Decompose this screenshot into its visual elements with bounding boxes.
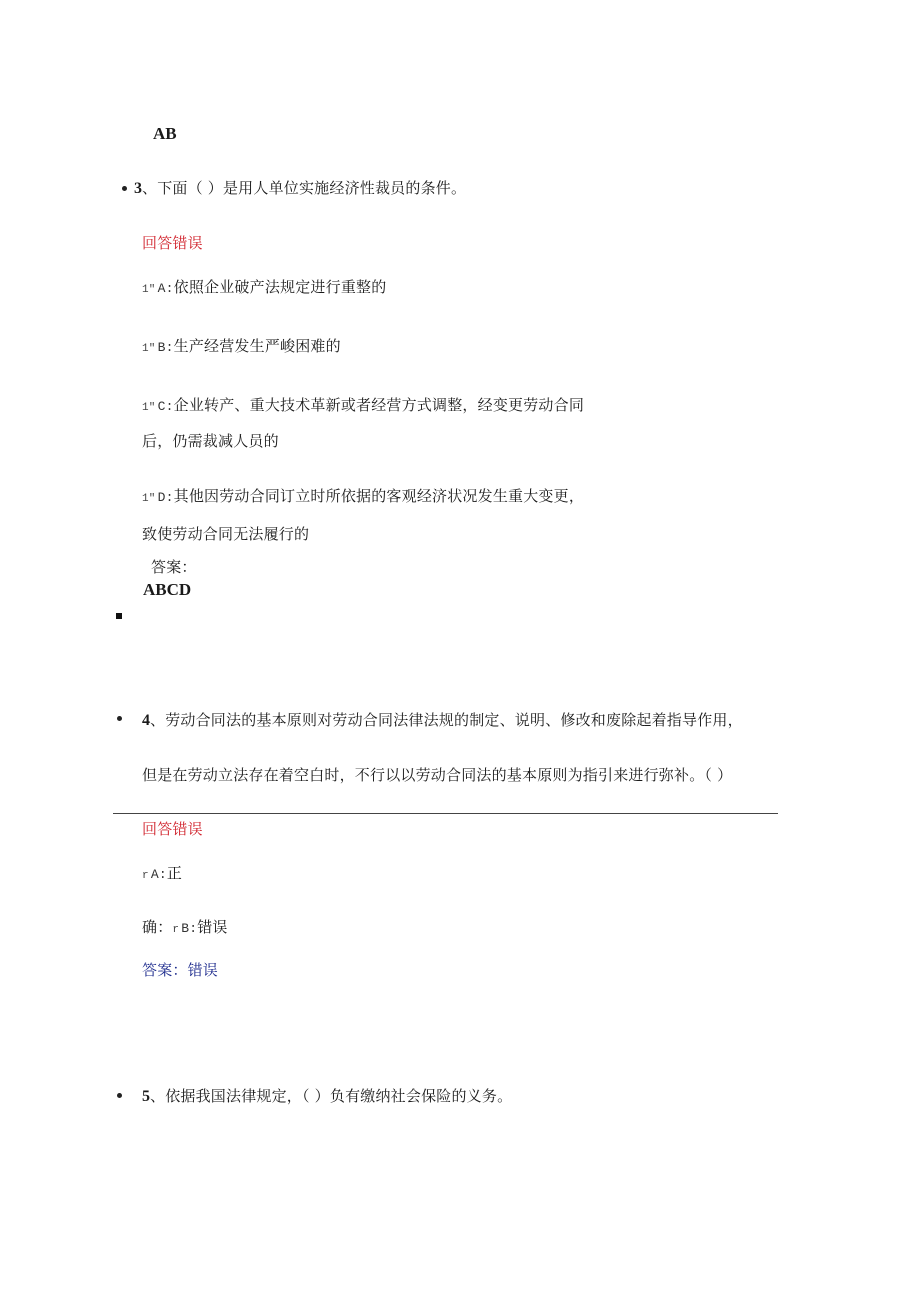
q5-bullet xyxy=(117,1093,122,1098)
q3-bullet xyxy=(122,186,127,191)
q3-number: 3 xyxy=(134,180,142,197)
q4-question-line1: 劳动合同法的基本原则对劳动合同法律法规的制定、说明、修改和废除起着指导作用， xyxy=(165,711,743,729)
option-text: 依照企业破产法规定进行重整的 xyxy=(173,278,387,296)
q4-question-line2: 但是在劳动立法存在着空白时，不行以以劳动合同法的基本原则为指引来进行弥补。（ ） xyxy=(142,766,733,784)
option-letter: D: xyxy=(157,490,174,505)
option-prefix: 确： xyxy=(142,918,173,936)
option-text: 正 xyxy=(166,864,183,882)
option-text: 生产经营发生严峻困难的 xyxy=(173,337,341,355)
q3-option-b[interactable] xyxy=(142,335,341,356)
q4-status: 回答错误 xyxy=(142,820,203,838)
radio-icon[interactable]: r xyxy=(172,924,180,936)
q4-bullet xyxy=(117,716,122,721)
option-letter: B: xyxy=(157,340,174,355)
option-letter: B: xyxy=(181,921,198,936)
q3-option-d[interactable] xyxy=(142,485,584,506)
q3-question-text: 下面（ ）是用人单位实施经济性裁员的条件。 xyxy=(157,179,467,197)
square-bullet-icon xyxy=(116,613,122,619)
q3-answer-label: 答案： xyxy=(151,558,197,576)
q4-separator: 、 xyxy=(150,711,166,729)
q5-separator: 、 xyxy=(150,1087,166,1105)
option-letter: A: xyxy=(157,281,174,296)
option-letter: A: xyxy=(150,867,167,882)
q4-number: 4 xyxy=(142,712,150,729)
q5-question xyxy=(142,1085,512,1106)
q2-answer-value: AB xyxy=(153,124,177,143)
option-text: 其他因劳动合同订立时所依据的客观经济状况发生重大变更， xyxy=(173,487,585,505)
radio-icon[interactable]: 1" xyxy=(142,402,156,414)
q3-option-a[interactable] xyxy=(142,276,386,297)
q3-status: 回答错误 xyxy=(142,234,203,252)
q4-option-a[interactable] xyxy=(142,862,182,883)
q3-answer-value: ABCD xyxy=(143,580,192,599)
q3-option-c[interactable] xyxy=(142,394,584,415)
q3-option-c-continued: 后，仍需裁减人员的 xyxy=(142,432,279,450)
q3-question xyxy=(134,177,466,198)
option-letter: C: xyxy=(157,399,174,414)
option-text: 错误 xyxy=(197,918,228,936)
q4-option-b[interactable] xyxy=(142,916,228,937)
q3-separator: 、 xyxy=(142,179,158,197)
radio-icon[interactable]: 1" xyxy=(142,343,156,355)
q4-question xyxy=(142,709,743,730)
option-text: 企业转产、重大技术革新或者经营方式调整，经变更劳动合同 xyxy=(173,396,585,414)
q5-question-text: 依据我国法律规定，（ ）负有缴纳社会保险的义务。 xyxy=(165,1087,513,1105)
q5-number: 5 xyxy=(142,1088,150,1105)
radio-icon[interactable]: 1" xyxy=(142,284,156,296)
q4-answer: 答案：错误 xyxy=(142,961,219,979)
radio-icon[interactable]: r xyxy=(142,870,149,882)
q3-option-d-continued: 致使劳动合同无法履行的 xyxy=(142,525,310,543)
divider xyxy=(113,813,778,814)
radio-icon[interactable]: 1" xyxy=(142,493,156,505)
